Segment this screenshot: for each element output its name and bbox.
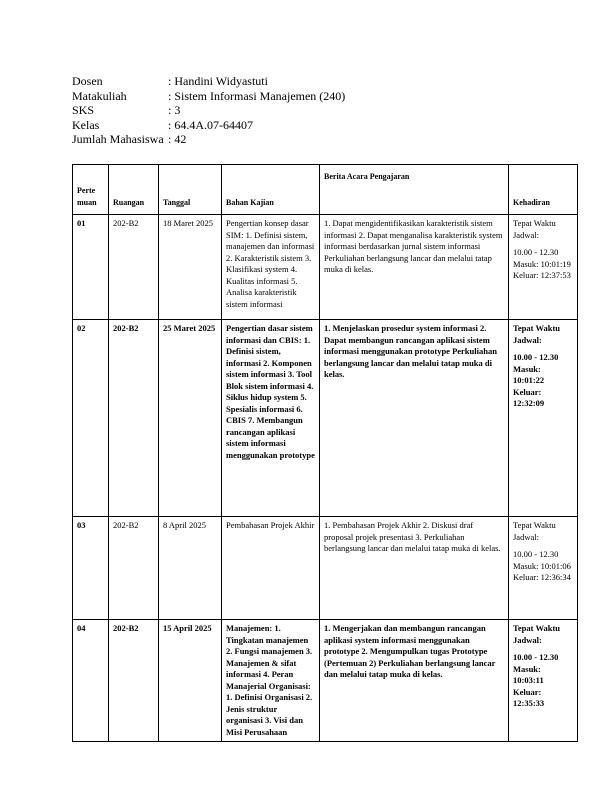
header-kehadiran: Kehadiran	[509, 165, 578, 215]
sks-row	[72, 103, 345, 118]
dosen-value: : Handini Widyastuti	[168, 74, 268, 88]
cell-ruangan: 202-B2	[109, 320, 159, 517]
header-tanggal: Tanggal	[159, 165, 222, 215]
kehadiran-keluar: Keluar: 12:37:53	[513, 270, 571, 280]
cell-bahan-kajian: Pengertian konsep dasar SIM: 1. Definisi sistem, manajemen dan informasi 2. Karakteristik sistem 3. Klasifikasi system 4. Kualitas informasi 5. Analisa karakteristik sistem informasi	[222, 215, 320, 320]
jumlah-value: : 42	[168, 132, 187, 146]
header-bahan-kajian: Bahan Kajian	[222, 165, 320, 215]
cell-kehadiran	[509, 215, 578, 320]
cell-pertemuan: 02	[73, 320, 109, 517]
kehadiran-keluar: Keluar: 12:32:09	[513, 386, 545, 408]
header-pertemuan: Perte muan	[73, 165, 109, 215]
cell-berita-acara: 1. Dapat mengidentifikasikan karakteristik sistem informasi 2. Dapat menganalisa karakteristik system informasi berdasarkan jurnal sistem informasi Perkuliahan berlangsung lancar dan melalui tatap muka di kelas.	[320, 215, 509, 320]
dosen-label: Dosen	[72, 74, 103, 88]
cell-tanggal: 18 Maret 2025	[159, 215, 222, 320]
cell-berita-acara: 1. Pembahasan Projek Akhir 2. Diskusi draf proposal projek presentasi 3. Perkuliahan berlangsung lancar dan melalui tatap muka di kelas.	[320, 517, 509, 620]
kehadiran-masuk: Masuk: 10:01:06	[513, 560, 571, 571]
cell-bahan-kajian: Pengertian dasar sistem informasi dan CBIS: 1. Definisi sistem, informasi 2. Komponen sistem informasi 3. Tool Blok sistem informasi 4. Siklus hidup system 5. Spesialis informasi 6. CBIS 7. Membangun rancangan aplikasi sistem informasi menggunakan prototype	[222, 320, 320, 517]
cell-tanggal: 25 Maret 2025	[159, 320, 222, 517]
cell-kehadiran	[509, 517, 578, 620]
kehadiran-status: Tepat Waktu	[513, 520, 556, 530]
jumlah-label: Jumlah Mahasiswa	[72, 132, 164, 146]
kehadiran-jadwal-label: Jadwal:	[513, 334, 542, 345]
cell-berita-acara: 1. Menjelaskan prosedur system informasi 2. Dapat membangun rancangan aplikasi sistem informasi menggunakan prototype Perkuliahan berlangsung lancar dan melalui tatap muka di kelas.	[320, 320, 509, 517]
jumlah-row	[72, 132, 345, 147]
kehadiran-status: Tepat Waktu	[513, 323, 561, 333]
cell-ruangan: 202-B2	[109, 620, 159, 742]
cell-berita-acara: 1. Mengerjakan dan membangun rancangan aplikasi system informasi menggunakan prototype 2. Mengumpulkan tugas Prototype (Pertemuan 2) Perkuliahan berlangsung lancar dan melalui tatap muka di kelas.	[320, 620, 509, 742]
cell-tanggal: 15 April 2025	[159, 620, 222, 742]
kehadiran-jadwal: 10.00 - 12.30	[513, 352, 559, 362]
cell-ruangan: 202-B2	[109, 517, 159, 620]
kehadiran-jadwal-label: Jadwal:	[513, 531, 539, 542]
kelas-row	[72, 118, 345, 133]
berita-acara-table	[72, 164, 578, 742]
kehadiran-jadwal: 10.00 - 12.30	[513, 247, 559, 257]
kehadiran-masuk: Masuk: 10:01:22	[513, 363, 545, 385]
kehadiran-masuk: Masuk: 10:01:19	[513, 258, 571, 269]
kehadiran-status: Tepat Waktu	[513, 218, 556, 228]
matakuliah-row	[72, 89, 345, 104]
table-row	[73, 517, 578, 620]
cell-bahan-kajian: Manajemen: 1. Tingkatan manajemen 2. Fungsi manajemen 3. Manajemen & sifat informasi 4. Peran Manajerial Organisasi: 1. Definisi Organisasi 2. Jenis struktur organisasi 3. Visi dan Misi Perusahaan	[222, 620, 320, 742]
kehadiran-jadwal-label: Jadwal:	[513, 634, 542, 645]
cell-tanggal: 8 April 2025	[159, 517, 222, 620]
sks-label: SKS	[72, 103, 95, 117]
matakuliah-value: : Sistem Informasi Manajemen (240)	[168, 88, 346, 103]
cell-pertemuan: 01	[73, 215, 109, 320]
course-info-header	[72, 74, 345, 147]
kelas-label: Kelas	[72, 117, 100, 132]
table-row	[73, 320, 578, 517]
cell-bahan-kajian: Pembahasan Projek Akhir	[222, 517, 320, 620]
kehadiran-jadwal: 10.00 - 12.30	[513, 549, 559, 559]
header-berita-acara: Berita Acara Pengajaran	[320, 165, 509, 215]
table-row	[73, 215, 578, 320]
kehadiran-keluar: Keluar: 12:35:33	[513, 686, 545, 708]
sks-value: : 3	[168, 103, 181, 117]
kehadiran-masuk: Masuk: 10:03:11	[513, 663, 544, 685]
cell-ruangan: 202-B2	[109, 215, 159, 320]
cell-pertemuan: 03	[73, 517, 109, 620]
kehadiran-status: Tepat Waktu	[513, 623, 561, 633]
matakuliah-label: Matakuliah	[72, 88, 127, 103]
table-header-row	[73, 165, 578, 215]
cell-kehadiran	[509, 620, 578, 742]
kehadiran-jadwal-label: Jadwal:	[513, 229, 539, 240]
table-row	[73, 620, 578, 742]
header-ruangan: Ruangan	[109, 165, 159, 215]
cell-pertemuan: 04	[73, 620, 109, 742]
kelas-value: : 64.4A.07-64407	[168, 117, 253, 132]
dosen-row	[72, 74, 345, 89]
kehadiran-jadwal: 10.00 - 12.30	[513, 652, 559, 662]
cell-kehadiran	[509, 320, 578, 517]
kehadiran-keluar: Keluar: 12:36:34	[513, 572, 571, 582]
